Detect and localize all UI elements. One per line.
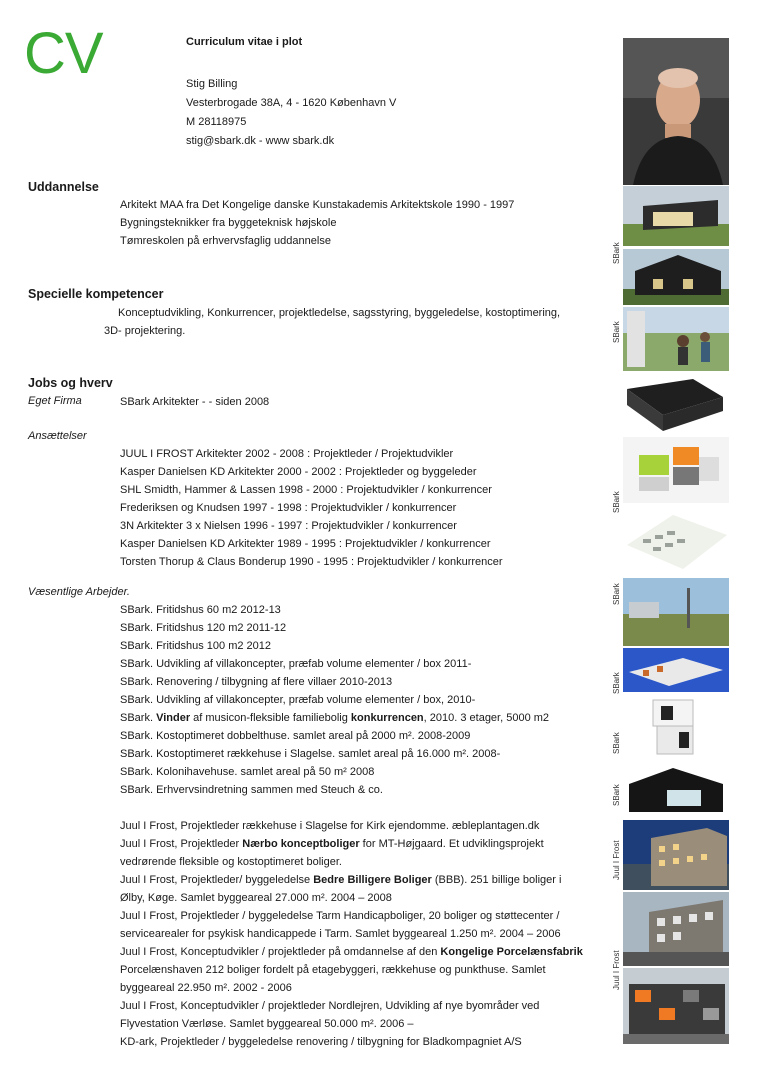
bold-text: konkurrencen (350, 712, 424, 724)
project-photo-6 (623, 505, 729, 575)
arbejder-list (120, 601, 583, 1051)
project-photo-8 (623, 648, 729, 692)
list-item: Kasper Danielsen KD Arkitekter 2000 - 2002 : Projektleder og byggeleder (120, 466, 477, 478)
list-item: SBark. Erhvervsindretning sammen med Steuch & co. (120, 784, 383, 796)
ansaettelser-list (120, 445, 503, 571)
list-item: Juul I Frost, Projektleder / byggeledelse Tarm Handicapboliger, 20 boliger og støttecenter / (120, 910, 560, 922)
text: , 2010. 3 etager, 5000 m2 (423, 712, 550, 724)
bold-text: Nærbo konceptboliger (242, 838, 360, 850)
text: for MT-Højgaard. Et udviklingsprojekt (359, 838, 544, 850)
list-item: SBark. Kostoptimeret rækkehuse i Slagelse. samlet areal på 16.000 m². 2008- (120, 748, 501, 760)
house-image (623, 249, 729, 305)
text: Juul I Frost, Projektleder (120, 838, 243, 850)
document-title: Curriculum vitae i plot (186, 36, 303, 48)
list-item: vedrørende fleksible og kostoptimeret boliger. (120, 856, 342, 868)
list-item: SBark. Kostoptimeret dobbelthuse. samlet areal på 2000 m². 2008-2009 (120, 730, 471, 742)
list-item: Arkitekt MAA fra Det Kongelige danske Kunstakademis Arkitektskole 1990 - 1997 (120, 199, 515, 211)
kompetencer-line: 3D- projektering. (104, 325, 186, 337)
project-photo-5 (623, 437, 729, 503)
list-item: SHL Smidth, Hammer & Lassen 1998 - 2000 : Projektudvikler / konkurrencer (120, 484, 492, 496)
section-heading-kompetencer: Specielle kompetencer (28, 287, 164, 301)
list-item (120, 709, 583, 727)
project-photo-10 (623, 762, 729, 818)
project-photo-9 (623, 694, 729, 760)
list-item: 3N Arkitekter 3 x Nielsen 1996 - 1997 : Projektudvikler / konkurrencer (120, 520, 457, 532)
box-house-image (623, 437, 729, 503)
eget-firma-label: Eget Firma (28, 395, 82, 407)
list-item: Ølby, Køge. Samlet byggeareal 27.000 m². 2004 – 2008 (120, 892, 392, 904)
project-photo-12 (623, 892, 729, 966)
rendering-image (623, 375, 729, 435)
black-house-image (623, 762, 729, 818)
photo-credit-label: SBark (612, 672, 621, 694)
list-item: Juul I Frost, Konceptudvikler / projektleder Nordlejren, Udvikling af nye byområder ved (120, 1000, 540, 1012)
section-heading-jobs: Jobs og hverv (28, 376, 113, 390)
photo-credit-label: SBark (612, 784, 621, 806)
photo-credit-label: SBark (612, 321, 621, 343)
list-item (120, 943, 583, 961)
list-item: SBark. Udvikling af villakoncepter, præfab volume elementer / box 2011- (120, 658, 472, 670)
portrait-photo (623, 38, 729, 185)
project-photo-4 (623, 375, 729, 435)
landscape-image (623, 578, 729, 646)
list-item: servicearealer for psykisk handicappede i Tarm. Samlet byggeareal 1.250 m². 2004 – 2006 (120, 928, 561, 940)
list-item: SBark. Udvikling af villakoncepter, præfab volume elementer / box, 2010- (120, 694, 476, 706)
ansaettelser-label: Ansættelser (28, 430, 87, 442)
eget-firma-value: SBark Arkitekter - - siden 2008 (120, 396, 270, 408)
contact-address: Vesterbrogade 38A, 4 - 1620 København V (186, 97, 397, 109)
contact-name: Stig Billing (186, 78, 238, 90)
project-photo-7 (623, 578, 729, 646)
project-photo-1 (623, 186, 729, 246)
text: (BBB). 251 billige boliger i (431, 874, 562, 886)
project-photo-13 (623, 968, 729, 1044)
list-item (120, 871, 583, 889)
container-housing-image (623, 968, 729, 1044)
list-item: Kasper Danielsen KD Arkitekter 1989 - 1995 : Projektudvikler / konkurrencer (120, 538, 491, 550)
project-photo-2 (623, 249, 729, 305)
people-image (623, 307, 729, 371)
bold-text: Bedre Billigere Boliger (313, 874, 432, 886)
housing-street-image (623, 892, 729, 966)
photo-credit-label: Juul I Frost (612, 950, 621, 990)
list-item (120, 835, 583, 853)
list-item: Torsten Thorup & Claus Bonderup 1990 - 1995 : Projektudvikler / konkurrencer (120, 556, 503, 568)
list-item: Bygningsteknikker fra byggeteknisk højskole (120, 217, 337, 229)
contact-phone: M 28118975 (186, 116, 247, 128)
list-item: Porcelænshaven 212 boliger fordelt på etagebyggeri, rækkehuse og punkthuse. Samlet (120, 964, 546, 976)
bold-text: Kongelige Porcelænsfabrik (440, 946, 583, 958)
photo-credit-label: SBark (612, 242, 621, 264)
project-photo-11 (623, 820, 729, 890)
kompetencer-text (104, 304, 561, 340)
text: SBark. (120, 712, 157, 724)
text: Juul I Frost, Konceptudvikler / projektleder på omdannelse af den (120, 946, 441, 958)
list-item: SBark. Fritidshus 100 m2 2012 (120, 640, 272, 652)
white-box-house-image (623, 694, 729, 760)
photo-credit-label: SBark (612, 732, 621, 754)
cv-logo: CV (24, 21, 103, 86)
list-item: SBark. Kolonihavehuse. samlet areal på 50 m² 2008 (120, 766, 375, 778)
list-item: SBark. Renovering / tilbygning af flere villaer 2010-2013 (120, 676, 393, 688)
site-plan-image (623, 505, 729, 575)
contact-block (186, 75, 396, 151)
photo-credit-label: SBark (612, 583, 621, 605)
list-item: Juul I Frost, Projektleder rækkehuse i Slagelse for Kirk ejendomme. æbleplantagen.dk (120, 820, 540, 832)
portrait-image (623, 38, 729, 185)
list-item: JUUL I FROST Arkitekter 2002 - 2008 : Projektleder / Projektudvikler (120, 448, 454, 460)
photo-credit-label: SBark (612, 491, 621, 513)
photo-credit-label: Juul I Frost (612, 840, 621, 880)
list-item: Flyvestation Værløse. Samlet byggeareal 50.000 m². 2006 – (120, 1018, 414, 1030)
rendering-image (623, 648, 729, 692)
uddannelse-list (120, 196, 514, 250)
list-item: KD-ark, Projektleder / byggeledelse renovering / tilbygning for Bladkompagniet A/S (120, 1036, 522, 1048)
contact-email[interactable]: stig@sbark.dk - www sbark.dk (186, 135, 335, 147)
bold-text: Vinder (156, 712, 191, 724)
project-photo-3 (623, 307, 729, 371)
apartment-block-image (623, 820, 729, 890)
list-item: SBark. Fritidshus 120 m2 2011-12 (120, 622, 287, 634)
list-item: Tømreskolen på erhvervsfaglig uddannelse (120, 235, 331, 247)
text: af musicon-fleksible familiebolig (190, 712, 351, 724)
house-image (623, 186, 729, 246)
section-heading-uddannelse: Uddannelse (28, 180, 99, 194)
text: Juul I Frost, Projektleder/ byggeledelse (120, 874, 314, 886)
list-item: SBark. Fritidshus 60 m2 2012-13 (120, 604, 281, 616)
spacer (120, 799, 583, 817)
list-item: Frederiksen og Knudsen 1997 - 1998 : Projektudvikler / konkurrencer (120, 502, 457, 514)
kompetencer-line: Konceptudvikling, Konkurrencer, projektledelse, sagsstyring, byggeledelse, kostoptimering, (118, 307, 561, 319)
arbejder-label: Væsentlige Arbejder. (28, 586, 130, 598)
list-item: byggeareal 22.950 m². 2002 - 2006 (120, 982, 292, 994)
